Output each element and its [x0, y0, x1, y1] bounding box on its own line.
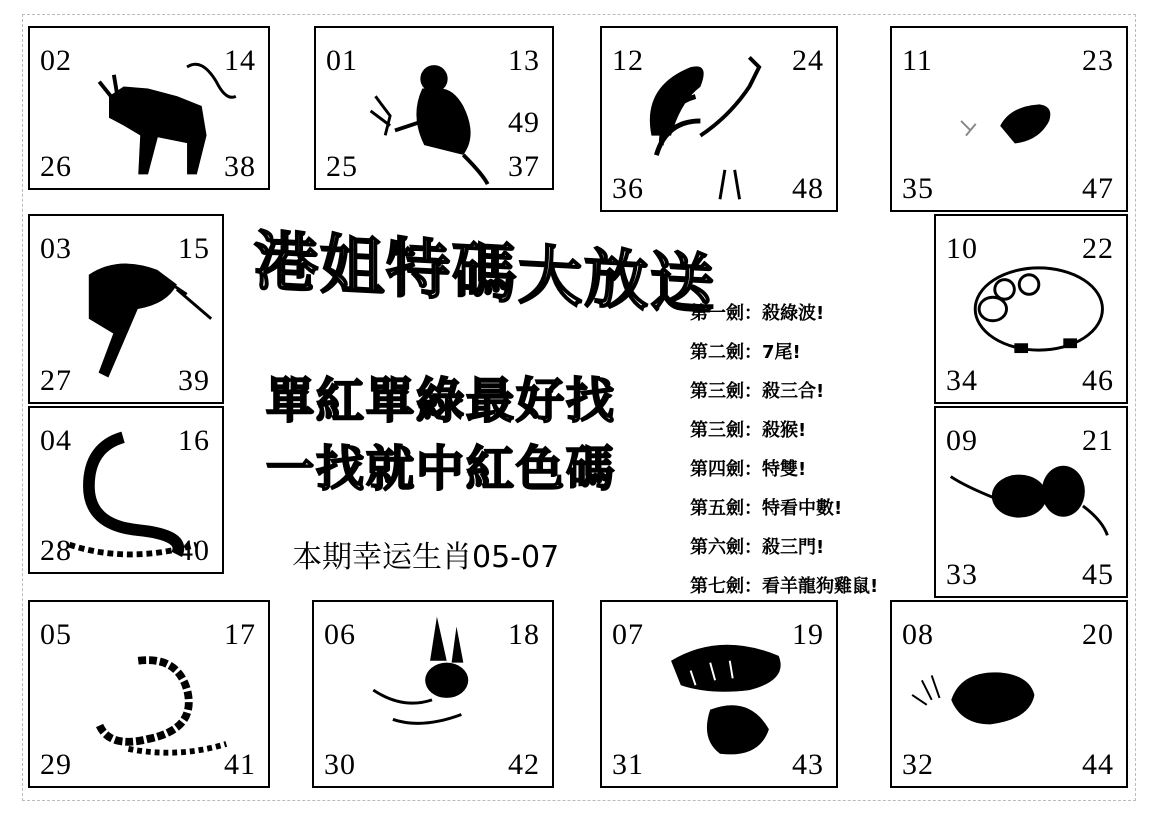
- number-top-left: 01: [326, 44, 358, 77]
- zodiac-cell-dog: [890, 26, 1128, 212]
- zodiac-cell-dragon: [28, 600, 270, 788]
- zodiac-cell-goat: [28, 26, 270, 190]
- number-top-left: 10: [946, 232, 978, 265]
- number-top-left: 04: [40, 424, 72, 457]
- number-bottom-left: 32: [902, 748, 934, 781]
- number-bottom-right: 48: [792, 172, 824, 205]
- zodiac-cell-monkey: [314, 26, 554, 190]
- slogan-line-2: 一找就中紅色碼: [266, 441, 617, 497]
- number-bottom-right: 39: [178, 364, 210, 397]
- lucky-zodiac-text: 本期幸运生肖05-07: [292, 540, 560, 575]
- zodiac-cell-rat: [934, 406, 1128, 598]
- number-top-left: 09: [946, 424, 978, 457]
- zodiac-cell-horse: [28, 214, 224, 404]
- zodiac-cell-pig: [934, 214, 1128, 404]
- number-top-left: 12: [612, 44, 644, 77]
- number-top-right: 13: [508, 44, 540, 77]
- number-top-left: 06: [324, 618, 356, 651]
- number-bottom-right: 45: [1082, 558, 1114, 591]
- number-top-right: 24: [792, 44, 824, 77]
- number-bottom-right: 41: [224, 748, 256, 781]
- number-top-right: 20: [1082, 618, 1114, 651]
- number-bottom-left: 34: [946, 364, 978, 397]
- number-bottom-right: 38: [224, 150, 256, 183]
- tip-item: 第五劍：特看中數!: [690, 498, 843, 519]
- number-bottom-right: 43: [792, 748, 824, 781]
- number-top-right: 18: [508, 618, 540, 651]
- number-bottom-left: 30: [324, 748, 356, 781]
- number-bottom-right: 42: [508, 748, 540, 781]
- number-bottom-right: 44: [1082, 748, 1114, 781]
- zodiac-cell-snake: [28, 406, 224, 574]
- zodiac-cell-rooster: [600, 26, 838, 212]
- number-top-left: 08: [902, 618, 934, 651]
- tip-item: 第四劍：特雙!: [690, 459, 807, 480]
- number-top-left: 02: [40, 44, 72, 77]
- tip-item: 第六劍：殺三門!: [690, 537, 825, 558]
- number-bottom-left: 31: [612, 748, 644, 781]
- number-bottom-left: 35: [902, 172, 934, 205]
- center-panel: [224, 212, 932, 598]
- number-top-left: 07: [612, 618, 644, 651]
- tip-item: 第一劍：殺綠波!: [690, 303, 825, 324]
- number-bottom-left: 25: [326, 150, 358, 183]
- tip-item: 第七劍：看羊龍狗雞鼠!: [690, 576, 879, 597]
- number-bottom-left: 26: [40, 150, 72, 183]
- number-bottom-right: 47: [1082, 172, 1114, 205]
- number-top-right: 21: [1082, 424, 1114, 457]
- number-top-right: 23: [1082, 44, 1114, 77]
- number-top-left: 05: [40, 618, 72, 651]
- page-title: 港姐特碼大放送: [254, 224, 716, 324]
- number-bottom-left: 36: [612, 172, 644, 205]
- number-top-right: 15: [178, 232, 210, 265]
- tips-list: [690, 294, 878, 606]
- tip-item: 第二劍：7尾!: [690, 342, 801, 363]
- slogan-line-1: 單紅單綠最好找: [266, 373, 617, 429]
- number-top-right: 19: [792, 618, 824, 651]
- zodiac-cell-rabbit: [312, 600, 554, 788]
- number-top-left: 11: [902, 44, 933, 77]
- number-bottom-left: 29: [40, 748, 72, 781]
- number-bottom-right: 37: [508, 150, 540, 183]
- number-top-right: 14: [224, 44, 256, 77]
- number-bottom-right: 46: [1082, 364, 1114, 397]
- number-bottom-left: 33: [946, 558, 978, 591]
- number-bottom-left: 28: [40, 534, 72, 567]
- zodiac-cell-ox: [890, 600, 1128, 788]
- number-bottom-left: 27: [40, 364, 72, 397]
- number-top-right: 22: [1082, 232, 1114, 265]
- number-middle-right: 49: [508, 106, 540, 139]
- number-top-right: 17: [224, 618, 256, 651]
- tip-item: 第三劍：殺猴!: [690, 420, 807, 441]
- number-bottom-right: 40: [178, 534, 210, 567]
- number-top-left: 03: [40, 232, 72, 265]
- tip-item: 第三劍：殺三合!: [690, 381, 825, 402]
- zodiac-cell-tiger: [600, 600, 838, 788]
- number-top-right: 16: [178, 424, 210, 457]
